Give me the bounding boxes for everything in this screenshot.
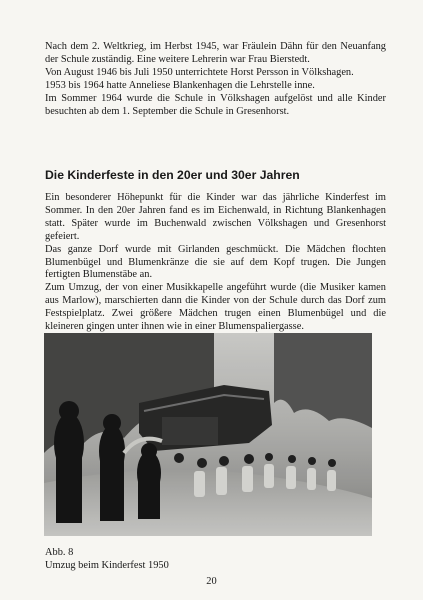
figure-caption xyxy=(45,547,245,572)
figure-label: Abb. 8 xyxy=(45,547,74,558)
section-heading: Die Kinderfeste in den 20er und 30er Jahren xyxy=(45,168,300,182)
section-text xyxy=(45,192,386,334)
parade-photo xyxy=(44,333,372,536)
section-paragraph-2: Das ganze Dorf wurde mit Girlanden geschmückt. Die Mädchen flochten Blumenbügel und Blumenkränze die sie auf dem Kopf trugen. Die Jungen fertigten Blumenstäbe an. xyxy=(45,243,386,281)
intro-paragraph-2: Von August 1946 bis Juli 1950 unterrichtete Horst Persson in Völkshagen. xyxy=(45,66,354,78)
intro-paragraph-3: 1953 bis 1964 hatte Anneliese Blankenhagen die Lehrstelle inne. xyxy=(45,79,315,91)
intro-paragraph-1: Nach dem 2. Weltkrieg, im Herbst 1945, war Fräulein Dähn für den Neuanfang der Schule zuständig. Eine weitere Lehrerin war Frau Bierstedt. xyxy=(45,41,386,65)
parade-photo-image xyxy=(44,333,372,536)
intro-paragraph-4: Im Sommer 1964 wurde die Schule in Völkshagen aufgelöst und alle Kinder besuchten ab dem 1. September die Schule in Gresenhorst. xyxy=(45,92,386,117)
figure-caption-text: Umzug beim Kinderfest 1950 xyxy=(45,559,169,571)
section-paragraph-3: Zum Umzug, der von einer Musikkapelle angeführt wurde (die Musiker kamen aus Marlow), marschierten dann die Kinder von der Schule durch das Dorf zum Festspielplatz. Zwei größere Mädchen trugen einen Blumenbügel und die kleineren gingen unter ihnen wie in einer Blumenspaliergasse. xyxy=(45,282,386,333)
intro-text xyxy=(45,41,386,118)
page-number: 20 xyxy=(206,576,217,587)
section-paragraph-1: Ein besonderer Höhepunkt für die Kinder war das jährliche Kinderfest im Sommer. In den 20er Jahren fand es im Eichenwald, in Richtung Blankenhagen statt. Später wurde im Buchenwald zwischen Völkshagen und Gresenhorst gefeiert. xyxy=(45,192,386,242)
